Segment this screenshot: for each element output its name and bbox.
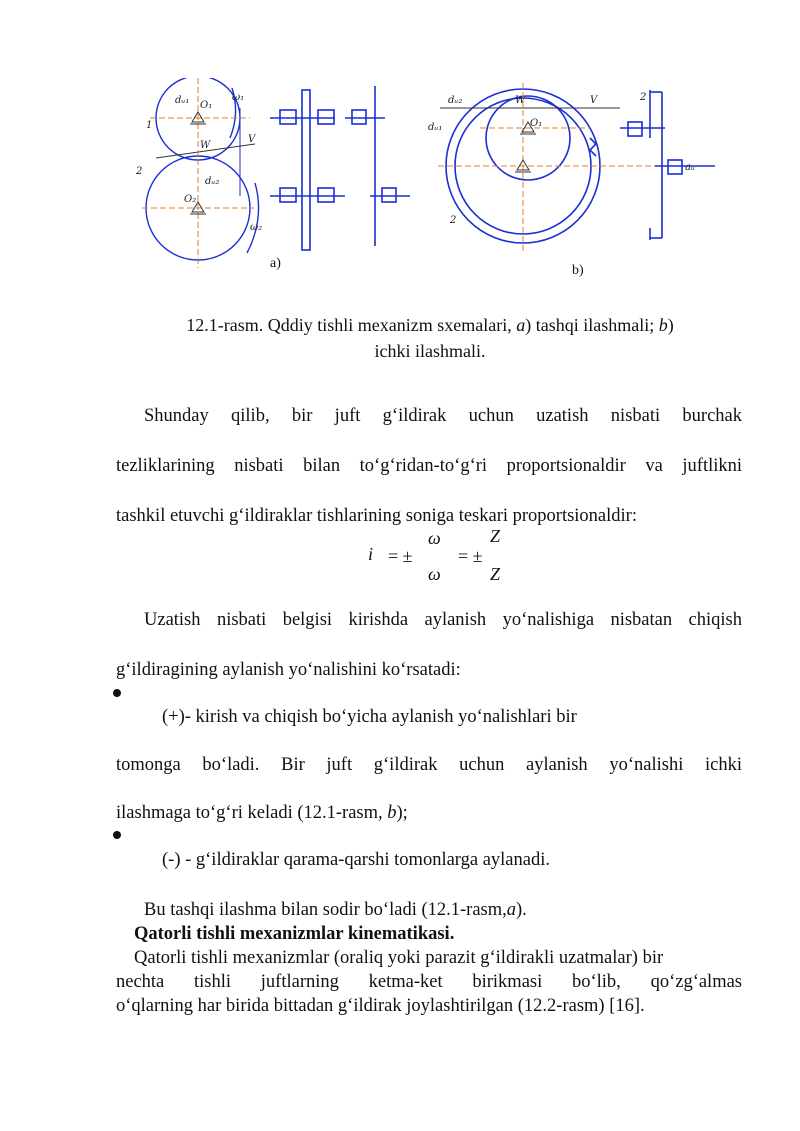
bullet2-line1: (-) - g‘ildiraklar qarama-qarshi tomonlarga aylanadi. <box>162 850 550 870</box>
figure-b-label: b) <box>572 263 584 278</box>
caption-line-1: 12.1-rasm. Qddiy tishli mexanizm sxemalari, a) tashqi ilashmali; b) <box>186 315 674 335</box>
label-w: W <box>200 140 211 151</box>
label-o2: O₂ <box>184 194 197 205</box>
label-2: 2 <box>136 166 143 177</box>
para3: Bu tashqi ilashma bilan sodir bo‘ladi (12.1-rasm,a). <box>144 900 527 920</box>
caption-line-2: ichki ilashmali. <box>374 341 486 361</box>
label-w-b: W <box>515 95 526 106</box>
label-v-b: V <box>590 95 598 106</box>
label-2-shaft-b: 2 <box>640 92 647 103</box>
label-1: 1 <box>146 120 153 131</box>
label-v: V <box>248 134 256 145</box>
label-o1-b: O₁ <box>530 118 543 129</box>
bullet-2-dot <box>113 831 121 839</box>
gear-diagram-svg <box>120 78 760 288</box>
bullet-1-dot <box>113 689 121 697</box>
para4-line2: nechta tishli juftlarning ketma-ket birikmasi bo‘lib, qo‘zg‘almas <box>116 972 742 992</box>
label-dw2-b: dᵤ₂ <box>448 95 463 106</box>
label-dw1-b: dᵤ₁ <box>428 122 443 133</box>
label-aw-b: aᵤ <box>685 162 695 173</box>
label-w2: ω₂ <box>250 222 263 233</box>
bullet1-line3: ilashmaga to‘g‘ri keladi (12.1-rasm, b); <box>116 803 408 823</box>
label-o1: O₁ <box>200 100 213 111</box>
gear-mechanism-figure <box>120 78 760 288</box>
figure-caption <box>110 312 750 364</box>
bullet1-line2: tomonga bo‘ladi. Bir juft g‘ildirak uchun aylanish yo‘nalishi ichki <box>116 755 742 775</box>
bullet1-line1: (+)- kirish va chiqish bo‘yicha aylanish yo‘nalishlari bir <box>162 707 577 727</box>
figure-labels <box>135 92 695 233</box>
formula-omega-bottom: ω <box>428 564 441 584</box>
formula-z-bottom: Z <box>490 564 501 584</box>
para2-line1: Uzatish nisbati belgisi kirishda aylanish yo‘nalishiga nisbatan chiqish <box>144 610 742 630</box>
para1-line3: tashkil etuvchi g‘ildiraklar tishlarining soniga teskari proportsionaldir: <box>116 506 637 526</box>
para4-line3: o‘qlarning har birida bittadan g‘ildirak joylashtirilgan (12.2-rasm) [16]. <box>116 996 645 1016</box>
figure-a-label: a) <box>270 256 281 271</box>
para1-line2: tezliklarining nisbati bilan to‘g‘ridan-to‘g‘ri proportsionaldir va juftlikni <box>116 456 742 476</box>
label-dw2: dᵤ₂ <box>205 176 220 187</box>
formula-i: i <box>368 544 374 564</box>
formula-z-top: Z <box>490 526 501 546</box>
para1-line1: Shunday qilib, bir juft g‘ildirak uchun uzatish nisbati burchak <box>144 406 742 426</box>
figure-b-shafts <box>620 90 715 240</box>
label-dw1: dᵤ₁ <box>175 95 190 106</box>
para4-line1: Qatorli tishli mexanizmlar (oraliq yoki parazit g‘ildirakli uzatmalar) bir <box>134 948 664 968</box>
figure-a-shafts <box>270 86 410 250</box>
label-w1: ω₁ <box>232 92 245 103</box>
section-heading: Qatorli tishli mexanizmlar kinematikasi. <box>134 924 455 944</box>
formula-eq2: = ± <box>458 546 483 566</box>
label-2-b: 2 <box>450 215 457 226</box>
formula-omega-top: ω <box>428 528 441 548</box>
para2-line2: g‘ildiragining aylanish yo‘nalishini ko‘rsatadi: <box>116 660 461 680</box>
formula-eq1: = ± <box>388 546 413 566</box>
